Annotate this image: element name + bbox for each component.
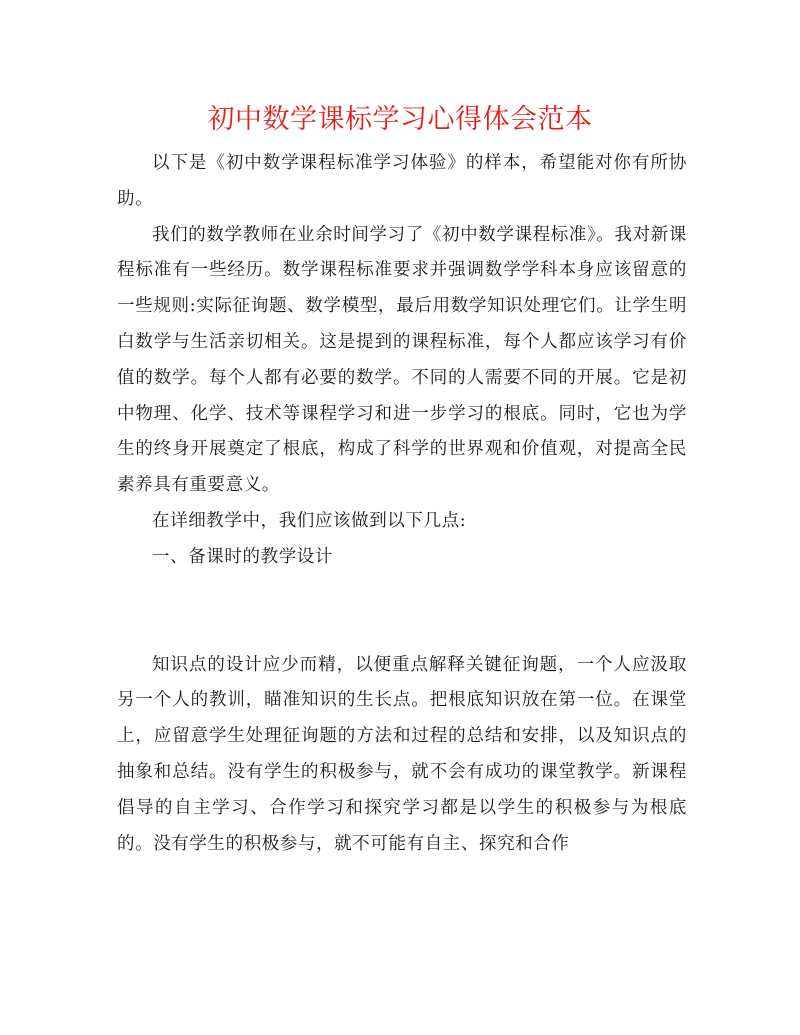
paragraph-points-intro: 在详细教学中，我们应该做到以下几点: [152, 510, 467, 531]
paragraph-knowledge-design: 知识点的设计应少而精，以便重点解释关键征询题，一个人应汲取另一个人的教训，瞄准知识的生长点。把根底知识放在第一位。在课堂上，应留意学生处理征询题的方法和过程的总结和安排，以及知识点的抽象和总结。没有学生的积极参与，就不会有成功的课堂教学。新课程倡导的自主学习、合作学习和探究学习都是以学生的积极参与为根底的。没有学生的积极参与，就不可能有自主、探究和合作 [117, 654, 687, 854]
paragraph-intro: 以下是《初中数学课程标准学习体验》的样本，希望能对你有所协助。 [117, 153, 687, 209]
document-title: 初中数学课标学习心得体会范本 [207, 104, 593, 135]
section-heading-lesson-design: 一、备课时的教学设计 [152, 546, 333, 567]
paragraph-curriculum: 我们的数学教师在业余时间学习了《初中数学课程标准》。我对新课程标准有一些经历。数学课程标准要求并强调数学学科本身应该留意的一些规则:实际征询题、数学模型，最后用数学知识处理它们。让学生明白数学与生活亲切相关。这是提到的课程标准，每个人都应该学习有价值的数学。每个人都有必要的数学。不同的人需要不同的开展。它是初中物理、化学、技术等课程学习和进一步学习的根底。同时，它也为学生的终身开展奠定了根底，构成了科学的世界观和价值观，对提高全民素养具有重要意义。 [117, 224, 687, 496]
document-body [117, 146, 687, 862]
blank-line [117, 576, 687, 648]
